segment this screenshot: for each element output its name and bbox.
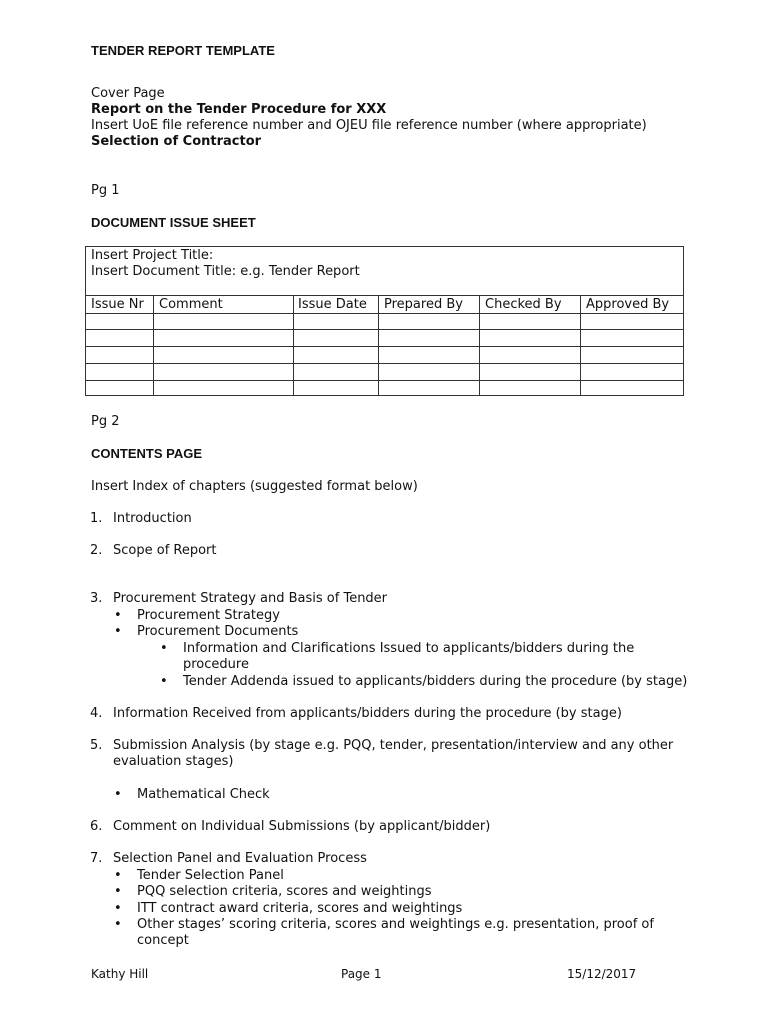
sub-list-item: PQQ selection criteria, scores and weightings xyxy=(137,884,432,899)
project-title-field: Insert Project Title: xyxy=(91,248,214,263)
list-item: Submission Analysis (by stage e.g. PQQ, tender, presentation/interview and any other xyxy=(113,738,674,753)
list-item-number: 3. xyxy=(90,591,103,606)
bullet-icon: • xyxy=(114,901,122,916)
column-header-approved-by: Approved By xyxy=(586,297,670,312)
report-title: Report on the Tender Procedure for XXX xyxy=(91,102,387,117)
bullet-icon: • xyxy=(114,868,122,883)
document-title-field: Insert Document Title: e.g. Tender Report xyxy=(91,264,360,279)
table-column-rule xyxy=(378,295,379,395)
sub-list-item: Procurement Documents xyxy=(137,624,299,639)
table-rule xyxy=(86,313,683,314)
footer-author: Kathy Hill xyxy=(91,967,149,981)
contents-heading: CONTENTS PAGE xyxy=(91,446,202,461)
list-item: Selection Panel and Evaluation Process xyxy=(113,851,367,866)
bullet-icon: • xyxy=(114,787,122,802)
column-header-checked-by: Checked By xyxy=(485,297,562,312)
list-item-number: 2. xyxy=(90,543,103,558)
list-item: Scope of Report xyxy=(113,543,217,558)
list-item: Procurement Strategy and Basis of Tender xyxy=(113,591,388,606)
table-column-rule xyxy=(479,295,480,395)
sub-list-item: Mathematical Check xyxy=(137,787,270,802)
sub-list-item-continuation: concept xyxy=(137,933,189,948)
list-item-continuation: evaluation stages) xyxy=(113,754,234,769)
table-rule xyxy=(86,346,683,347)
list-item-number: 4. xyxy=(90,706,103,721)
page-marker-1: Pg 1 xyxy=(91,183,120,198)
document-title: TENDER REPORT TEMPLATE xyxy=(91,43,275,58)
table-rule xyxy=(86,363,683,364)
list-item: Information Received from applicants/bidders during the procedure (by stage) xyxy=(113,706,622,721)
footer-date: 15/12/2017 xyxy=(567,967,637,981)
table-column-rule xyxy=(293,295,294,395)
list-item: Introduction xyxy=(113,511,192,526)
column-header-issue-nr: Issue Nr xyxy=(91,297,144,312)
selection-heading: Selection of Contractor xyxy=(91,134,262,149)
column-header-issue-date: Issue Date xyxy=(298,297,367,312)
column-header-comment: Comment xyxy=(159,297,223,312)
bullet-icon: • xyxy=(114,884,122,899)
issue-sheet-heading: DOCUMENT ISSUE SHEET xyxy=(91,215,256,230)
bullet-icon: • xyxy=(114,608,122,623)
contents-intro: Insert Index of chapters (suggested format below) xyxy=(91,479,418,494)
sub-sub-list-item: Tender Addenda issued to applicants/bidders during the procedure (by stage) xyxy=(183,674,688,689)
list-item: Comment on Individual Submissions (by applicant/bidder) xyxy=(113,819,491,834)
list-item-number: 7. xyxy=(90,851,103,866)
bullet-icon: • xyxy=(160,641,168,656)
issue-sheet-table xyxy=(85,246,684,396)
table-column-rule xyxy=(580,295,581,395)
sub-list-item: Tender Selection Panel xyxy=(137,868,284,883)
table-rule xyxy=(86,295,683,296)
list-item-number: 5. xyxy=(90,738,103,753)
list-item-number: 6. xyxy=(90,819,103,834)
column-header-prepared-by: Prepared By xyxy=(384,297,463,312)
table-rule xyxy=(86,380,683,381)
sub-list-item: ITT contract award criteria, scores and weightings xyxy=(137,901,463,916)
sub-sub-list-item: procedure xyxy=(183,657,249,672)
list-item-number: 1. xyxy=(90,511,103,526)
bullet-icon: • xyxy=(160,674,168,689)
sub-list-item: Other stages’ scoring criteria, scores and weightings e.g. presentation, proof of xyxy=(137,917,654,932)
sub-list-item: Procurement Strategy xyxy=(137,608,280,623)
cover-page-label: Cover Page xyxy=(91,86,165,101)
bullet-icon: • xyxy=(114,624,122,639)
reference-note: Insert UoE file reference number and OJEU file reference number (where appropriate) xyxy=(91,118,647,133)
sub-sub-list-item: Information and Clarifications Issued to applicants/bidders during the xyxy=(183,641,635,656)
footer-page-number: Page 1 xyxy=(341,967,382,981)
bullet-icon: • xyxy=(114,917,122,932)
table-column-rule xyxy=(153,295,154,395)
table-rule xyxy=(86,329,683,330)
page-marker-2: Pg 2 xyxy=(91,414,120,429)
